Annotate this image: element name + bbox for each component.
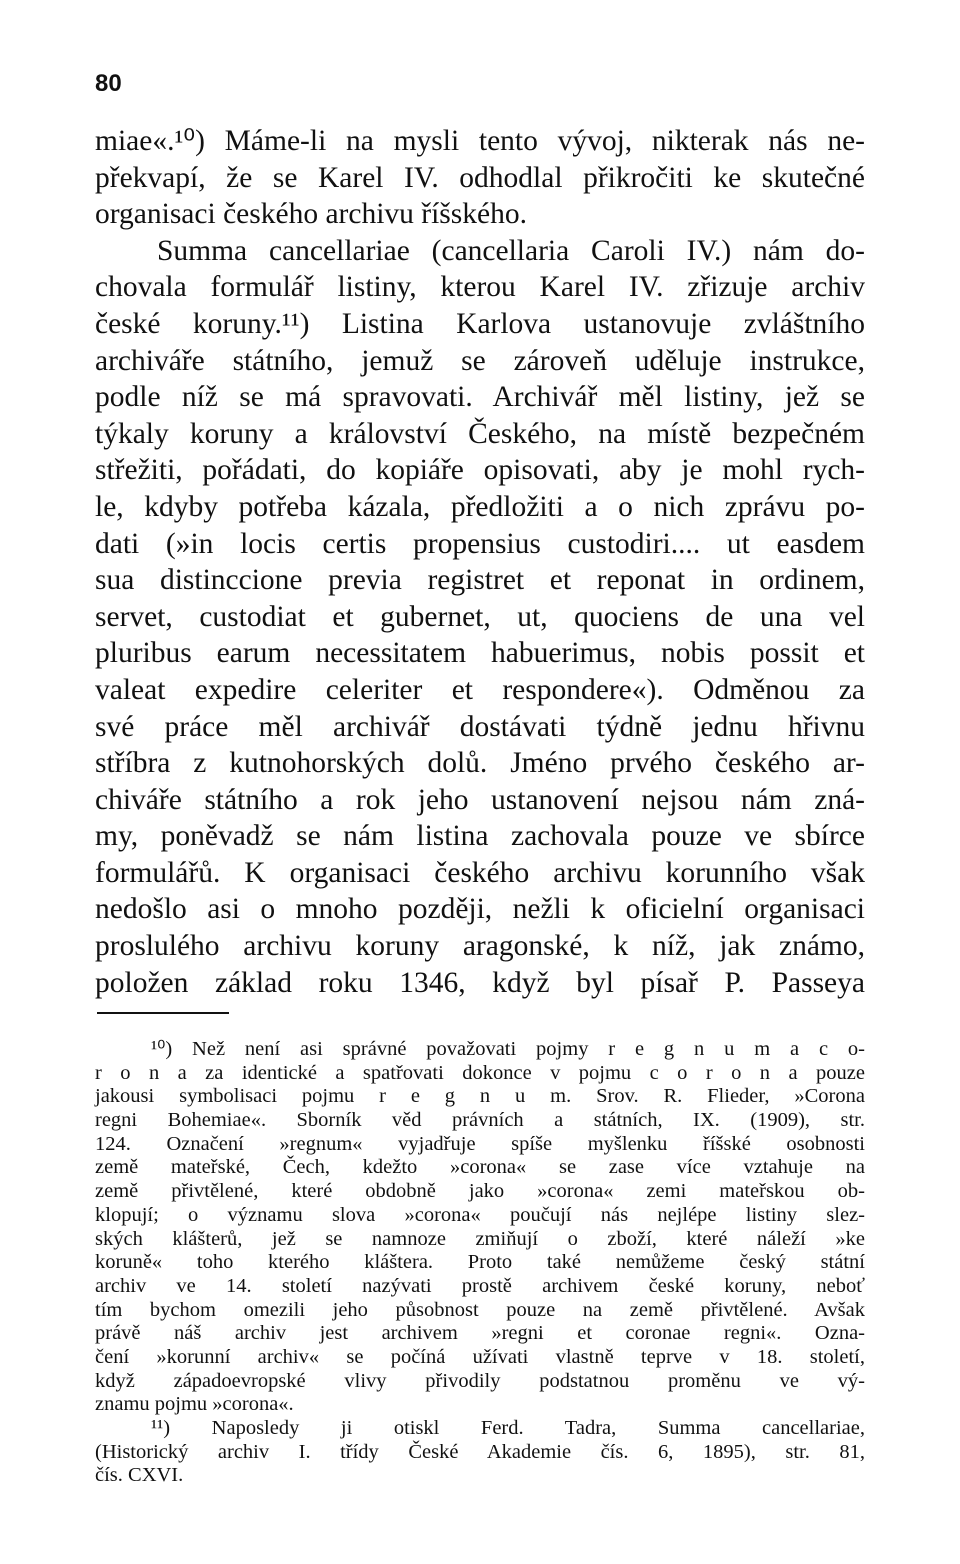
main-text-line: překvapí, že se Karel IV. odhodlal přikročiti ke skutečné <box>95 161 865 194</box>
footnote-line: tím bychom omezili jeho působnost pouze na země přivtělené. Avšak <box>95 1298 865 1321</box>
footnote-line: země přivtělené, které obdobně jako »corona« zemi mateřskou ob- <box>95 1180 865 1203</box>
main-text-line: le, kdyby potřeba kázala, předložiti a o nich zprávu po- <box>95 490 865 523</box>
footnote-line: čís. CXVI. <box>95 1464 184 1487</box>
footnote-line: ¹¹) Naposledy ji otiskl Ferd. Tadra, Summa cancellariae, <box>151 1417 865 1439</box>
footnote-line: znamu pojmu »corona«. <box>95 1393 294 1416</box>
main-text-line: dati (»in locis certis propensius custodiri.... ut easdem <box>95 527 865 560</box>
footnote-line: ¹⁰) Než není asi správné považovati pojmy r e g n u m a c o- <box>151 1038 865 1060</box>
footnote-line: archiv ve 14. století nazývati prostě archivem české koruny, neboť <box>95 1274 865 1297</box>
main-text-line: archiváře státního, jemuž se zároveň uděluje instrukce, <box>95 344 865 377</box>
main-text-line: nedošlo asi o mnoho později, nežli k oficielní organisaci <box>95 893 865 926</box>
footnote-line: koruně« toho kterého kláštera. Proto také nemůžeme český státní <box>95 1251 865 1274</box>
footnote-line: země mateřské, Čech, kdežto »corona« se zase více vztahuje na <box>95 1156 865 1179</box>
footnote-line: klopují; o významu slova »corona« poučují nás nejlépe listiny slez- <box>95 1203 865 1226</box>
main-text-line: proslulého archivu koruny aragonské, k níž, jak známo, <box>95 930 865 963</box>
main-text-line: Summa cancellariae (cancellaria Caroli IV.) nám do- <box>157 234 865 267</box>
main-text-line: servet, custodiat et gubernet, ut, quociens de una vel <box>95 600 865 633</box>
main-text-line: valeat expedire celeriter et respondere«). Odměnou za <box>95 673 865 706</box>
main-text-line: chovala formulář listiny, kterou Karel IV. zřizuje archiv <box>95 271 865 304</box>
footnote-line: ských klášterů, jež se namnoze zmiňují o zboží, které náleží »ke <box>95 1227 865 1250</box>
footnote-line: když západoevropské vlivy přivodily podstatnou proměnu ve vý- <box>95 1369 865 1392</box>
footnote-line: právě náš archiv jest archivem »regni et coronae regni«. Ozna- <box>95 1322 865 1345</box>
footnote-line: (Historický archiv I. třídy České Akademie čís. 6, 1895), str. 81, <box>95 1440 865 1463</box>
main-text-line: organisaci českého archivu říšského. <box>95 198 527 231</box>
footnotes <box>95 1038 865 1488</box>
main-text-line: položen základ roku 1346, když byl písař P. Passeya <box>95 966 865 999</box>
footnote-line: 124. Označení »regnum« vyjadřuje spíše myšlenku říšské osobnosti <box>95 1132 865 1155</box>
main-text <box>95 123 865 1001</box>
footnote-line: r o n a za identické a spatřovati dokonce v pojmu c o r o n a pouze <box>95 1061 865 1084</box>
footnote-line: čení »korunní archiv« se počíná užívati vlastně teprve v 18. století, <box>95 1345 865 1368</box>
main-text-line: střežiti, pořádati, do kopiáře opisovati, aby je mohl rych- <box>95 454 865 487</box>
main-text-line: české koruny.¹¹) Listina Karlova ustanovuje zvláštního <box>95 307 865 340</box>
main-text-line: stříbra z kutnohorských dolů. Jméno prvého českého ar- <box>95 747 865 780</box>
main-text-line: sua distinccione previa registret et reponat in ordinem, <box>95 564 865 597</box>
main-text-line: týkaly koruny a království Českého, na místě bezpečném <box>95 417 865 450</box>
footnote-line: jakousi symbolisaci pojmu r e g n u m. Srov. R. Flieder, »Corona <box>95 1085 865 1108</box>
main-text-line: my, poněvadž se nám listina zachovala pouze ve sbírce <box>95 820 865 853</box>
footnote-line: regni Bohemiae«. Sborník věd právních a státních, IX. (1909), str. <box>95 1109 865 1132</box>
main-text-line: miae«.¹⁰) Máme-li na mysli tento vývoj, nikterak nás ne- <box>95 125 865 157</box>
main-text-line: své práce měl archivář dostávati týdně jednu hřivnu <box>95 710 865 743</box>
page-number: 80 <box>95 70 122 97</box>
main-text-line: chiváře státního a rok jeho ustanovení nejsou nám zná- <box>95 783 865 816</box>
main-text-line: formulářů. K organisaci českého archivu korunního však <box>95 856 865 889</box>
main-text-line: pluribus earum necessitatem habuerimus, nobis possit et <box>95 637 865 670</box>
footnote-separator <box>97 1012 229 1014</box>
main-text-line: podle níž se má spravovati. Archivář měl listiny, jež se <box>95 381 865 414</box>
